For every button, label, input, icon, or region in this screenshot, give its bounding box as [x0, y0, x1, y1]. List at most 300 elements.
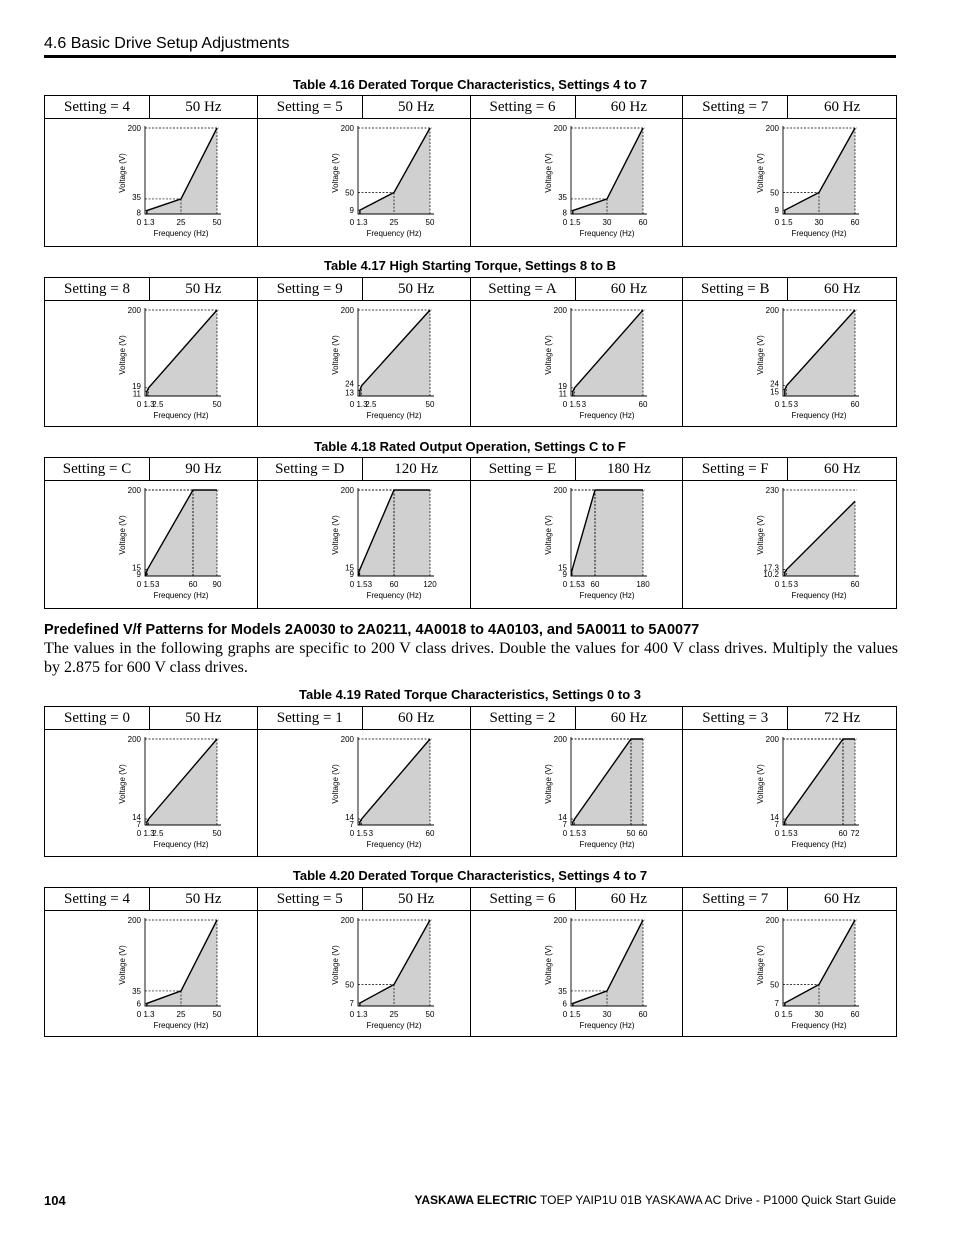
x-tick-label: 2.5 [152, 829, 164, 838]
y-tick-label: 7 [349, 819, 354, 829]
vf-graph [683, 911, 896, 1036]
y-tick-label: 200 [127, 916, 141, 925]
x-tick-label: 3 [793, 580, 799, 589]
vf-cell-header [683, 888, 896, 911]
vf-graph [471, 481, 683, 608]
setting-label: Setting = 7 [683, 888, 788, 910]
x-tick-label: 0 [136, 829, 142, 838]
x-tick-label: 3 [581, 400, 586, 409]
vf-chart [45, 730, 257, 857]
vf-chart [683, 119, 895, 246]
x-tick-label: 0 [562, 1010, 567, 1019]
y-tick-label: 200 [765, 916, 780, 925]
frequency-label: 50 Hz [398, 891, 435, 907]
frequency-label: 50 Hz [185, 891, 222, 907]
y-tick-label: 200 [127, 306, 141, 315]
x-axis-label: Frequency (Hz) [366, 411, 422, 420]
x-tick-label: 50 [212, 218, 222, 227]
frequency-label: 60 Hz [824, 891, 861, 907]
frequency-label: 50 Hz [185, 99, 222, 115]
setting-label: Setting = B [683, 278, 788, 300]
y-tick-label: 10.2 [763, 570, 780, 580]
setting-label: Setting = 3 [683, 707, 788, 729]
y-tick-label: 35 [557, 192, 567, 202]
vf-graph [471, 911, 683, 1036]
x-tick-label: 60 [850, 400, 860, 409]
x-axis-label: Frequency (Hz) [791, 229, 847, 238]
vf-table [44, 457, 897, 609]
y-tick-label: 8 [136, 208, 141, 218]
vf-cell-header [45, 96, 257, 119]
vf-table [44, 887, 897, 1037]
setting-label: Setting = C [45, 458, 150, 480]
vf-cell-header [471, 458, 683, 481]
x-tick-label: 1.3 [143, 400, 155, 409]
x-tick-label: 0 [136, 580, 142, 589]
y-axis-label: Voltage (V) [330, 335, 340, 375]
x-tick-label: 3 [793, 829, 798, 838]
x-axis-label: Frequency (Hz) [791, 591, 847, 600]
y-tick-label: 200 [553, 124, 567, 133]
frequency-label: 90 Hz [185, 461, 222, 477]
y-axis-label: Voltage (V) [330, 945, 340, 985]
setting-label: Setting = 8 [45, 278, 150, 300]
y-tick-label: 24 [770, 379, 780, 389]
vf-cell-header [45, 458, 257, 481]
vf-graph [683, 730, 896, 856]
y-tick-label: 15 [344, 563, 354, 573]
frequency-label: 50 Hz [398, 99, 435, 115]
y-tick-label: 35 [132, 986, 141, 996]
setting-label: Setting = 7 [683, 96, 788, 118]
vf-graph [471, 301, 683, 426]
x-tick-label: 90 [212, 580, 222, 589]
setting-label: Setting = 2 [471, 707, 576, 729]
x-axis-label: Frequency (Hz) [153, 840, 209, 849]
frequency-label: 60 Hz [824, 461, 861, 477]
y-tick-label: 6 [136, 999, 141, 1009]
y-axis-label: Voltage (V) [330, 764, 340, 804]
vf-chart [471, 481, 683, 608]
y-tick-label: 35 [132, 192, 141, 202]
y-tick-label: 7 [349, 998, 354, 1008]
x-tick-label: 3 [579, 580, 585, 589]
page-number: 104 [44, 1193, 66, 1208]
vf-cell [45, 278, 258, 426]
y-tick-label: 9 [562, 570, 567, 580]
vf-table [44, 706, 897, 857]
vf-cell-header [258, 707, 470, 730]
x-tick-label: 180 [635, 580, 650, 589]
y-tick-label: 9 [349, 570, 354, 580]
frequency-label: 72 Hz [824, 710, 861, 726]
vf-graph [45, 119, 257, 246]
setting-label: Setting = 4 [45, 96, 150, 118]
frequency-label: 60 Hz [610, 891, 647, 907]
vf-graph [471, 730, 683, 856]
setting-label: Setting = 4 [45, 888, 150, 910]
y-axis-label: Voltage (V) [118, 153, 127, 193]
x-tick-label: 1.3 [143, 218, 155, 227]
x-axis-label: Frequency (Hz) [578, 229, 635, 238]
vf-fill-area [572, 920, 642, 1006]
y-tick-label: 11 [132, 389, 141, 399]
x-tick-label: 0 [775, 218, 780, 227]
vf-chart [258, 301, 470, 428]
table-title: Table 4.16 Derated Torque Characteristics, Settings 4 to 7 [292, 77, 648, 92]
y-tick-label: 9 [349, 206, 354, 216]
vf-fill-area [572, 128, 642, 214]
y-tick-label: 200 [340, 306, 354, 315]
vf-cell-header [683, 278, 896, 301]
table-title: Table 4.17 High Starting Torque, Settings 8 to B [323, 258, 617, 273]
vf-cell [471, 278, 684, 426]
x-tick-label: 60 [638, 829, 647, 838]
vf-cell [45, 96, 258, 246]
vf-cell-header [683, 458, 896, 481]
vf-cell [683, 96, 896, 246]
x-tick-label: 1.3 [356, 400, 368, 409]
vf-cell [258, 96, 471, 246]
x-axis-label: Frequency (Hz) [366, 229, 422, 238]
x-axis-label: Frequency (Hz) [578, 591, 635, 600]
vf-graph [258, 481, 470, 608]
vf-graph [258, 911, 470, 1036]
x-tick-label: 0 [349, 829, 354, 838]
table-title: Table 4.18 Rated Output Operation, Settings C to F [314, 439, 626, 454]
vf-cell [45, 888, 258, 1036]
y-axis-label: Voltage (V) [543, 764, 553, 804]
vf-cell [258, 888, 471, 1036]
vf-graph [683, 119, 896, 246]
x-tick-label: 60 [638, 400, 647, 409]
vf-cell [683, 707, 896, 856]
y-tick-label: 19 [132, 381, 141, 391]
x-tick-label: 0 [775, 1010, 780, 1019]
y-tick-label: 200 [340, 916, 354, 925]
x-tick-label: 1.5 [568, 218, 581, 227]
vf-fill-area [360, 310, 430, 396]
x-axis-label: Frequency (Hz) [578, 411, 635, 420]
vf-cell-header [471, 707, 683, 730]
vf-graph [45, 481, 257, 608]
y-tick-label: 200 [765, 124, 780, 133]
x-axis-label: Frequency (Hz) [153, 1021, 209, 1030]
x-tick-label: 3 [793, 400, 799, 409]
vf-chart [471, 119, 683, 246]
y-tick-label: 15 [557, 563, 567, 573]
frequency-label: 60 Hz [398, 710, 435, 726]
setting-label: Setting = 5 [258, 96, 363, 118]
vf-fill-area [147, 920, 217, 1006]
x-tick-label: 0 [562, 580, 567, 589]
y-tick-label: 9 [136, 570, 141, 580]
vf-fill-area [572, 739, 642, 825]
y-axis-label: Voltage (V) [543, 515, 553, 555]
x-tick-label: 60 [425, 829, 435, 838]
vf-graph [683, 481, 896, 608]
vf-cell [45, 458, 258, 608]
y-tick-label: 14 [557, 812, 567, 822]
x-tick-label: 0 [562, 218, 567, 227]
vf-cell-header [45, 707, 257, 730]
y-tick-label: 8 [562, 208, 567, 218]
y-tick-label: 200 [127, 124, 141, 133]
vf-fill-area [785, 128, 855, 214]
x-tick-label: 1.5 [781, 218, 793, 227]
x-tick-label: 1.5 [781, 580, 793, 589]
setting-label: Setting = 6 [471, 888, 576, 910]
vf-fill-area [785, 920, 855, 1006]
x-tick-label: 1.5 [568, 580, 581, 589]
vf-cell [258, 278, 471, 426]
vf-chart [258, 730, 470, 857]
vf-table [44, 277, 897, 427]
x-tick-label: 0 [349, 1010, 354, 1019]
vf-cell [45, 707, 258, 856]
y-tick-label: 200 [765, 735, 780, 744]
x-tick-label: 1.3 [143, 829, 155, 838]
vf-cell-header [471, 96, 683, 119]
frequency-label: 60 Hz [824, 281, 861, 297]
vf-chart [258, 119, 470, 246]
setting-label: Setting = E [471, 458, 576, 480]
x-tick-label: 50 [626, 829, 635, 838]
y-tick-label: 200 [340, 124, 354, 133]
x-tick-label: 1.5 [781, 400, 793, 409]
x-tick-label: 1.5 [781, 829, 793, 838]
y-tick-label: 14 [770, 812, 780, 822]
x-tick-label: 25 [176, 218, 186, 227]
x-tick-label: 1.5 [568, 400, 581, 409]
x-axis-label: Frequency (Hz) [578, 840, 635, 849]
vf-cell [471, 458, 684, 608]
vf-chart [45, 911, 257, 1038]
y-tick-label: 15 [132, 563, 141, 573]
y-axis-label: Voltage (V) [756, 515, 766, 555]
frequency-label: 50 Hz [185, 281, 222, 297]
x-axis-label: Frequency (Hz) [366, 591, 422, 600]
vf-chart [683, 911, 895, 1038]
y-axis-label: Voltage (V) [756, 945, 766, 985]
x-tick-label: 60 [590, 580, 599, 589]
x-tick-label: 25 [389, 218, 399, 227]
x-tick-label: 1.5 [568, 1010, 581, 1019]
vf-cell [683, 888, 896, 1036]
setting-label: Setting = 6 [471, 96, 576, 118]
x-tick-label: 1.5 [356, 580, 368, 589]
y-axis-label: Voltage (V) [330, 515, 340, 555]
vf-cell-header [471, 888, 683, 911]
frequency-label: 50 Hz [398, 281, 435, 297]
y-axis-label: Voltage (V) [118, 945, 127, 985]
vf-cell-header [683, 96, 896, 119]
x-tick-label: 0 [775, 580, 780, 589]
y-tick-label: 7 [562, 819, 567, 829]
vf-graph [258, 730, 470, 856]
vf-cell [471, 96, 684, 246]
vf-cell [258, 707, 471, 856]
frequency-label: 60 Hz [824, 99, 861, 115]
x-tick-label: 3 [154, 580, 160, 589]
x-tick-label: 1.3 [143, 1010, 155, 1019]
y-tick-label: 17.3 [763, 563, 780, 573]
x-tick-label: 30 [814, 218, 824, 227]
y-axis-label: Voltage (V) [118, 515, 127, 555]
y-tick-label: 200 [553, 486, 567, 495]
x-tick-label: 0 [349, 580, 354, 589]
y-tick-label: 7 [774, 819, 780, 829]
x-tick-label: 50 [425, 218, 435, 227]
vf-graph [45, 301, 257, 426]
subheading: Predefined V/f Patterns for Models 2A0030 to 2A0211, 4A0018 to 4A0103, and 5A0011 to 5A0077 [44, 622, 700, 638]
x-axis-label: Frequency (Hz) [791, 1021, 847, 1030]
y-tick-label: 200 [553, 735, 567, 744]
x-tick-label: 0 [349, 400, 354, 409]
x-tick-label: 30 [814, 1010, 824, 1019]
vf-chart [45, 119, 257, 246]
x-tick-label: 30 [602, 218, 611, 227]
y-tick-label: 13 [344, 388, 354, 398]
vf-chart [683, 481, 895, 608]
y-tick-label: 15 [770, 387, 780, 397]
x-tick-label: 3 [368, 829, 373, 838]
x-tick-label: 3 [367, 580, 372, 589]
x-tick-label: 0 [136, 218, 142, 227]
vf-fill-area [785, 310, 855, 396]
vf-cell-header [471, 278, 683, 301]
setting-label: Setting = A [471, 278, 576, 300]
x-tick-label: 1.5 [781, 1010, 793, 1019]
x-tick-label: 25 [176, 1010, 186, 1019]
section-title: 4.6 Basic Drive Setup Adjustments [44, 35, 290, 52]
setting-label: Setting = 1 [258, 707, 363, 729]
y-tick-label: 200 [765, 306, 780, 315]
y-tick-label: 11 [558, 389, 567, 399]
vf-fill-area [359, 490, 430, 576]
vf-fill-area [785, 739, 856, 825]
x-tick-label: 60 [850, 580, 860, 589]
x-tick-label: 0 [775, 400, 780, 409]
x-tick-label: 60 [638, 218, 647, 227]
x-axis-label: Frequency (Hz) [153, 229, 209, 238]
vf-cell [258, 458, 471, 608]
y-tick-label: 200 [553, 916, 567, 925]
vf-fill-area [360, 128, 430, 214]
vf-chart [471, 730, 683, 857]
x-tick-label: 120 [423, 580, 437, 589]
vf-graph [471, 119, 683, 246]
frequency-label: 180 Hz [607, 461, 651, 477]
x-tick-label: 30 [602, 1010, 611, 1019]
x-axis-label: Frequency (Hz) [791, 840, 847, 849]
table-title: Table 4.19 Rated Torque Characteristics, Settings 0 to 3 [299, 687, 641, 702]
vf-fill-area [147, 128, 217, 214]
vf-chart [258, 481, 470, 608]
x-tick-label: 1.5 [356, 829, 368, 838]
x-axis-label: Frequency (Hz) [791, 411, 847, 420]
x-axis-label: Frequency (Hz) [578, 1021, 635, 1030]
vf-cell [683, 278, 896, 426]
vf-chart [45, 481, 257, 608]
x-tick-label: 25 [389, 1010, 399, 1019]
x-tick-label: 0 [562, 829, 567, 838]
vf-cell-header [683, 707, 896, 730]
x-tick-label: 0 [349, 218, 354, 227]
x-axis-label: Frequency (Hz) [366, 1021, 422, 1030]
y-tick-label: 7 [136, 819, 141, 829]
vf-cell [683, 458, 896, 608]
vf-cell-header [258, 888, 470, 911]
x-tick-label: 0 [136, 1010, 142, 1019]
vf-fill-area [146, 490, 217, 576]
vf-chart [258, 911, 470, 1038]
x-tick-label: 60 [638, 1010, 647, 1019]
vf-cell [471, 707, 684, 856]
footer-doc: TOEP YAIP1U 01B YASKAWA AC Drive - P1000 Quick Start Guide [540, 1193, 896, 1207]
x-tick-label: 60 [188, 580, 198, 589]
vf-graph [258, 301, 470, 426]
y-tick-label: 200 [127, 735, 141, 744]
frequency-label: 50 Hz [185, 710, 222, 726]
footer-brand: YASKAWA ELECTRIC [414, 1193, 537, 1207]
x-tick-label: 60 [850, 218, 860, 227]
section-header [44, 34, 896, 58]
x-tick-label: 72 [850, 829, 860, 838]
vf-fill-area [360, 920, 430, 1006]
x-tick-label: 1.5 [143, 580, 155, 589]
x-tick-label: 2.5 [152, 400, 164, 409]
vf-table [44, 95, 897, 247]
x-tick-label: 1.3 [356, 1010, 368, 1019]
y-tick-label: 200 [340, 486, 354, 495]
y-tick-label: 230 [765, 486, 780, 495]
y-tick-label: 24 [344, 379, 354, 389]
x-tick-label: 50 [425, 400, 435, 409]
x-tick-label: 3 [581, 829, 586, 838]
y-tick-label: 200 [127, 486, 141, 495]
table-title: Table 4.20 Derated Torque Characteristics, Settings 4 to 7 [292, 868, 648, 883]
frequency-label: 60 Hz [610, 710, 647, 726]
vf-cell-header [258, 278, 470, 301]
body-paragraph: The values in the following graphs are specific to 200 V class drives. Double the values for 400 V class drives. Multiply the values by 2.875 for 600 V class drives. [44, 640, 898, 676]
x-axis-label: Frequency (Hz) [153, 411, 209, 420]
y-tick-label: 14 [132, 812, 141, 822]
y-tick-label: 50 [770, 188, 780, 198]
vf-chart [471, 911, 683, 1038]
setting-label: Setting = 5 [258, 888, 363, 910]
y-tick-label: 200 [553, 306, 567, 315]
frequency-label: 120 Hz [394, 461, 438, 477]
setting-label: Setting = F [683, 458, 788, 480]
setting-label: Setting = 0 [45, 707, 150, 729]
vf-cell [471, 888, 684, 1036]
setting-label: Setting = 9 [258, 278, 363, 300]
vf-chart [683, 301, 895, 428]
vf-graph [45, 730, 257, 856]
y-tick-label: 200 [340, 735, 354, 744]
y-tick-label: 35 [557, 986, 567, 996]
vf-graph [258, 119, 470, 246]
x-axis-label: Frequency (Hz) [153, 591, 209, 600]
y-tick-label: 9 [774, 206, 780, 216]
vf-cell-header [45, 278, 257, 301]
frequency-label: 60 Hz [610, 99, 647, 115]
vf-graph [683, 301, 896, 426]
frequency-label: 60 Hz [610, 281, 647, 297]
y-tick-label: 50 [344, 980, 354, 990]
x-axis-label: Frequency (Hz) [366, 840, 422, 849]
